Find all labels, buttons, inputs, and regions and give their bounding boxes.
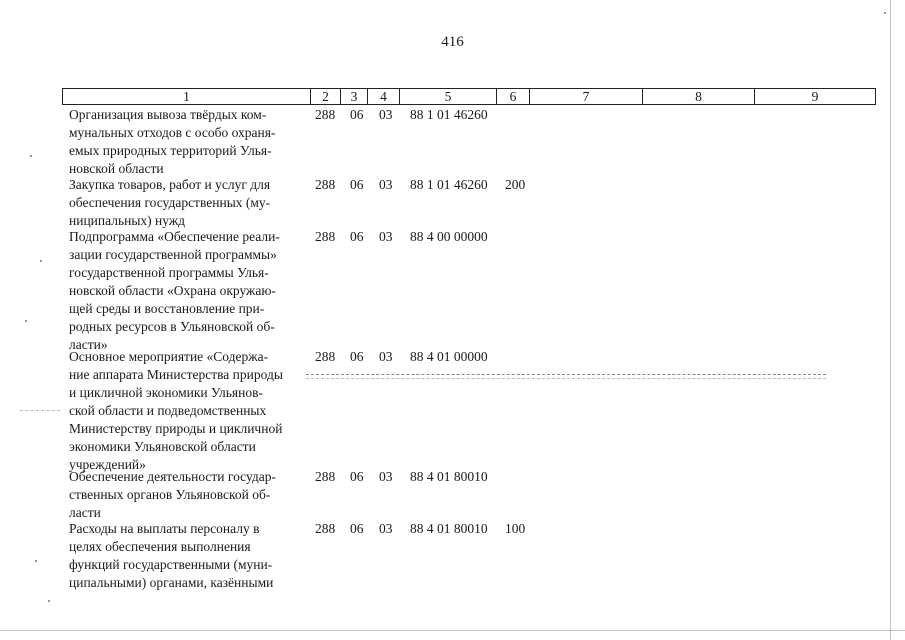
cell-col-2: 288	[315, 107, 336, 122]
cell-col-5: 88 1 01 46260	[410, 107, 488, 122]
cell-col-5: 88 1 01 46260	[410, 177, 488, 192]
cell-col-5: 88 4 00 00000	[410, 229, 488, 244]
row-description: Организация вывоза твёрдых ком- мунальных отходов с особо охраня- емых природных территорий Улья- новской области	[69, 107, 276, 176]
cell-col-4: 03	[379, 521, 393, 536]
row-description: Основное мероприятие «Содержа- ние аппарата Министерства природы и цикличной экономики Ульянов- ской области и подведомственных Министерству природы и цикличной экономики Ульяновской области учреждений»	[69, 349, 283, 472]
cell-col-3: 06	[350, 177, 364, 192]
cell-col-6: 200	[505, 177, 526, 192]
cell-col-3: 06	[350, 349, 364, 364]
row-description: Расходы на выплаты персоналу в целях обеспечения выполнения функций государственными (муни- ципальными) органами, казёнными	[69, 521, 274, 590]
cell-col-3: 06	[350, 229, 364, 244]
header-col-7: 7	[529, 89, 642, 104]
scan-artifact-line	[306, 374, 826, 375]
cell-col-2: 288	[315, 521, 336, 536]
cell-col-4: 03	[379, 177, 393, 192]
row-description: Подпрограмма «Обеспечение реали- зации государственной программы» государственной программы Улья- новской области «Охрана окружаю- щей среды и восстановление при- родных ресурсов в Ульяновской об- ласти»	[69, 229, 280, 352]
cell-col-3: 06	[350, 469, 364, 484]
header-col-4: 4	[367, 89, 399, 104]
scan-speck	[35, 560, 37, 562]
page-edge	[0, 630, 905, 631]
row-description: Обеспечение деятельности государ- ственных органов Ульяновской об- ласти	[69, 469, 277, 520]
header-col-2: 2	[310, 89, 340, 104]
cell-col-5: 88 4 01 80010	[410, 469, 488, 484]
row-description: Закупка товаров, работ и услуг для обеспечения государственных (му- ниципальных) нужд	[69, 177, 271, 228]
cell-col-2: 288	[315, 349, 336, 364]
cell-col-5: 88 4 01 00000	[410, 349, 488, 364]
page-edge	[890, 0, 891, 640]
cell-col-2: 288	[315, 229, 336, 244]
header-col-1: 1	[183, 89, 190, 104]
cell-col-6: 100	[505, 521, 526, 536]
scan-speck	[25, 320, 27, 322]
page-number: 416	[441, 34, 464, 50]
cell-col-3: 06	[350, 521, 364, 536]
header-col-3: 3	[340, 89, 367, 104]
header-col-8: 8	[642, 89, 754, 104]
scan-speck	[30, 155, 32, 157]
cell-col-2: 288	[315, 469, 336, 484]
header-col-5: 5	[399, 89, 496, 104]
cell-col-4: 03	[379, 229, 393, 244]
cell-col-4: 03	[379, 107, 393, 122]
scan-artifact-line	[306, 378, 826, 379]
table-header	[62, 88, 876, 105]
cell-col-4: 03	[379, 469, 393, 484]
cell-col-2: 288	[315, 177, 336, 192]
cell-col-4: 03	[379, 349, 393, 364]
header-col-6: 6	[496, 89, 529, 104]
scan-speck	[48, 600, 50, 602]
scan-artifact-line	[20, 410, 60, 411]
scan-speck	[40, 260, 42, 262]
cell-col-5: 88 4 01 80010	[410, 521, 488, 536]
cell-col-3: 06	[350, 107, 364, 122]
header-col-9: 9	[754, 89, 875, 104]
scan-speck	[884, 12, 886, 14]
